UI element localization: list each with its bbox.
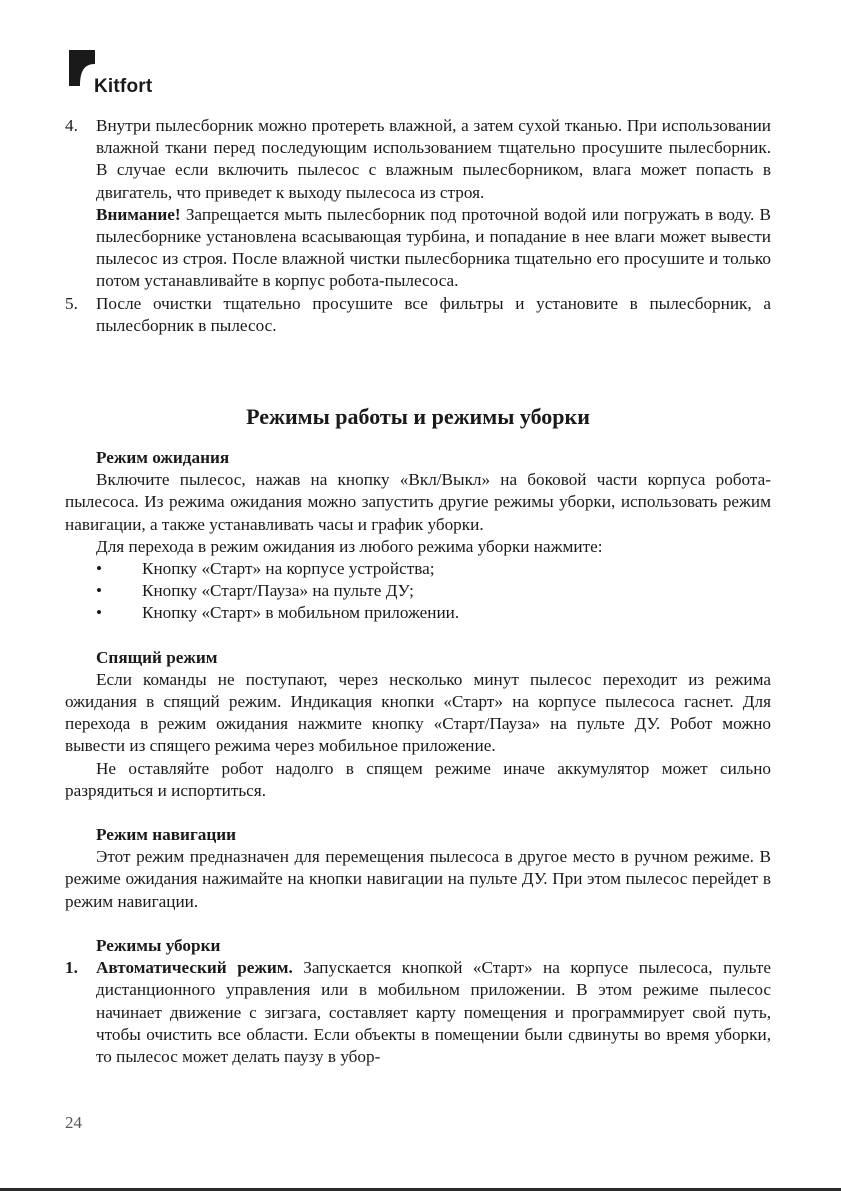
bullet-item	[65, 602, 771, 624]
standby-title: Режим ожидания	[96, 448, 230, 468]
list-text	[96, 957, 771, 1068]
warning-paragraph	[96, 204, 771, 293]
navigation-paragraph: Этот режим предназначен для перемещения пылесоса в другое место в ручном режиме. В режиме ожидания нажимайте на кнопки навигации на пульте ДУ. При этом пылесос перейдет в режим навигации.	[65, 847, 771, 911]
list-item	[65, 957, 771, 1068]
list-number: 4.	[65, 116, 78, 135]
list-item	[65, 293, 771, 337]
sleep-paragraph: Если команды не поступают, через несколько минут пылесос переходит из режима ожидания в спящий режим. Индикация кнопки «Старт» на корпусе пылесоса гаснет. Для перехода в режим ожидания нажмите кнопку «Старт/Пауза» на пульте ДУ. Робот можно вывести из спящего режима через мобильное приложение.	[65, 669, 771, 756]
list-item	[65, 115, 771, 293]
bullet-text: Кнопку «Старт» на корпусе устройства;	[142, 559, 435, 579]
section-title: Режимы работы и режимы уборки	[246, 404, 590, 430]
kitfort-logo	[67, 48, 177, 104]
brand-name: Kitfort	[94, 76, 153, 97]
page-number: 24	[65, 1113, 82, 1132]
mode-label: Автоматический режим.	[96, 958, 293, 978]
bullet-icon: •	[96, 581, 103, 601]
list-text: После очистки тщательно просушите все фильтры и установите в пылесборник, а пылесборник в пылесос.	[96, 293, 771, 335]
bullet-item	[65, 558, 771, 580]
cleaning-title: Режимы уборки	[96, 935, 221, 955]
page-content	[65, 115, 771, 1068]
standby-paragraph: Включите пылесос, нажав на кнопку «Вкл/Выкл» на боковой части корпуса робота-пылесоса. Из режима ожидания можно запустить другие режимы уборки, использовать режим навигации, а также устанавливать часы и график уборки.	[65, 470, 771, 534]
sleep-paragraph: Не оставляйте робот надолго в спящем режиме иначе аккумулятор может сильно разрядиться и испортиться.	[65, 758, 771, 800]
warning-label: Внимание!	[96, 204, 181, 224]
mode-text: Запускается кнопкой «Старт» на корпусе пылесоса, пульте дистанционного управления или в мобильном приложении. В этом режиме пылесос начинает движение с зигзага, составляет карту помещения и программирует свой путь, чтобы очистить все области. Если объекты в помещении были сдвинуты во время уборки, то пылесос может делать паузу в убор-	[96, 958, 772, 1066]
bullet-item	[65, 580, 771, 602]
list-number: 1.	[65, 958, 78, 978]
kitfort-logo-mark-icon	[67, 48, 97, 88]
page-bottom-border	[0, 1188, 841, 1191]
standby-paragraph: Для перехода в режим ожидания из любого режима уборки нажмите:	[96, 536, 603, 556]
bullet-icon: •	[96, 603, 103, 623]
list-text: Внутри пылесборник можно протереть влажной, а затем сухой тканью. При использовании влажной ткани перед последующим использованием тщательно просушите пылесборник. В случае если включить пылесос с влажным пылесборником, влага может попасть в двигатель, что приведет к выходу пылесоса из строя.	[96, 116, 771, 202]
bullet-text: Кнопку «Старт» в мобильном приложении.	[142, 603, 460, 623]
bullet-text: Кнопку «Старт/Пауза» на пульте ДУ;	[142, 581, 414, 601]
sleep-title: Спящий режим	[96, 647, 218, 667]
bullet-icon: •	[96, 559, 103, 579]
navigation-title: Режим навигации	[96, 825, 237, 845]
warning-text: Запрещается мыть пылесборник под проточной водой или погружать в воду. В пылесборнике установлена всасывающая турбина, и попадание в нее влаги может вывести пылесос из строя. После влажной чистки пылесборника тщательно его просушите и только потом устанавливайте в корпус робота-пылесоса.	[96, 204, 771, 291]
list-number: 5.	[65, 293, 78, 313]
